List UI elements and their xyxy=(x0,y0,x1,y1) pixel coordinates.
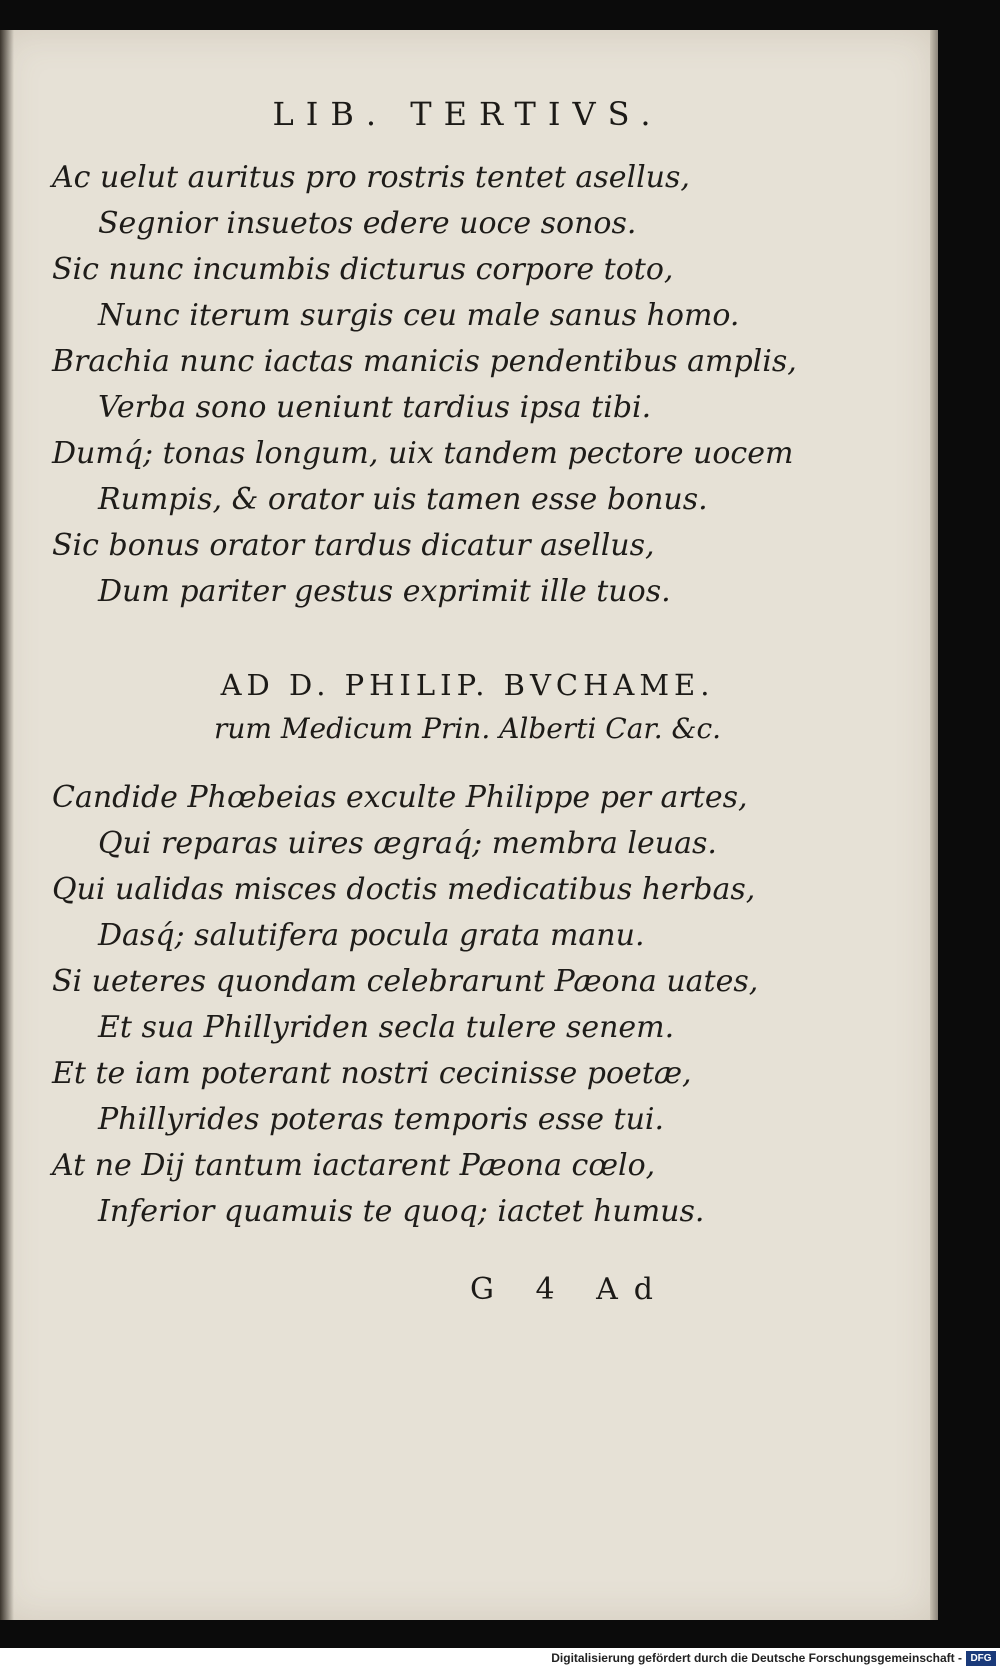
poem-heading-line-1: AD D. PHILIP. BVCHAME. xyxy=(220,668,715,702)
footer-credit: Digitalisierung gefördert durch die Deutsche Forschungsgemeinschaft - xyxy=(551,1651,962,1665)
signature-catchword: G 4 Ad xyxy=(470,1272,669,1307)
verse-line: Et te iam poterant nostri cecinisse poetæ, xyxy=(52,1056,692,1091)
poem-1 xyxy=(52,155,797,615)
verse-line: Candide Phœbeias exculte Philippe per artes, xyxy=(52,780,748,815)
verse-line: Qui reparas uires ægraq́; membra leuas. xyxy=(98,826,717,861)
verse-line: Qui ualidas misces doctis medicatibus herbas, xyxy=(52,872,756,907)
verse-line: Brachia nunc iactas manicis pendentibus amplis, xyxy=(52,344,797,379)
verse-line: Nunc iterum surgis ceu male sanus homo. xyxy=(98,298,740,333)
dfg-logo-icon: DFG xyxy=(966,1651,996,1666)
verse-line: Dasq́; salutifera pocula grata manu. xyxy=(98,918,645,953)
verse-line: Et sua Phillyriden secla tulere senem. xyxy=(98,1010,675,1045)
verse-line: Sic nunc incumbis dicturus corpore toto, xyxy=(52,252,674,287)
digitization-footer xyxy=(0,1648,1000,1670)
verse-line: Dum pariter gestus exprimit ille tuos. xyxy=(98,574,671,609)
page-edge xyxy=(930,30,938,1620)
verse-line: Si ueteres quondam celebrarunt Pæona uates, xyxy=(52,964,759,999)
verse-line: Sic bonus orator tardus dicatur asellus, xyxy=(52,528,655,563)
verse-line: Rumpis, & orator uis tamen esse bonus. xyxy=(98,482,708,517)
verse-line: Verba sono ueniunt tardius ipsa tibi. xyxy=(98,390,652,425)
spine-shadow xyxy=(0,30,14,1620)
verse-line: Phillyrides poteras temporis esse tui. xyxy=(98,1102,665,1137)
poem-2 xyxy=(52,775,758,1235)
verse-line: Dumq́; tonas longum, uix tandem pectore uocem xyxy=(52,436,794,471)
verse-line: At ne Dij tantum iactarent Pæona cœlo, xyxy=(52,1148,656,1183)
running-head: LIB. TERTIVS. xyxy=(272,95,663,133)
verse-line: Inferior quamuis te quoq; iactet humus. xyxy=(98,1194,705,1229)
verse-line: Segnior insuetos edere uoce sonos. xyxy=(98,206,637,241)
verse-line: Ac uelut auritus pro rostris tentet asellus, xyxy=(52,160,690,195)
poem-heading-line-2: rum Medicum Prin. Alberti Car. &c. xyxy=(213,712,722,745)
